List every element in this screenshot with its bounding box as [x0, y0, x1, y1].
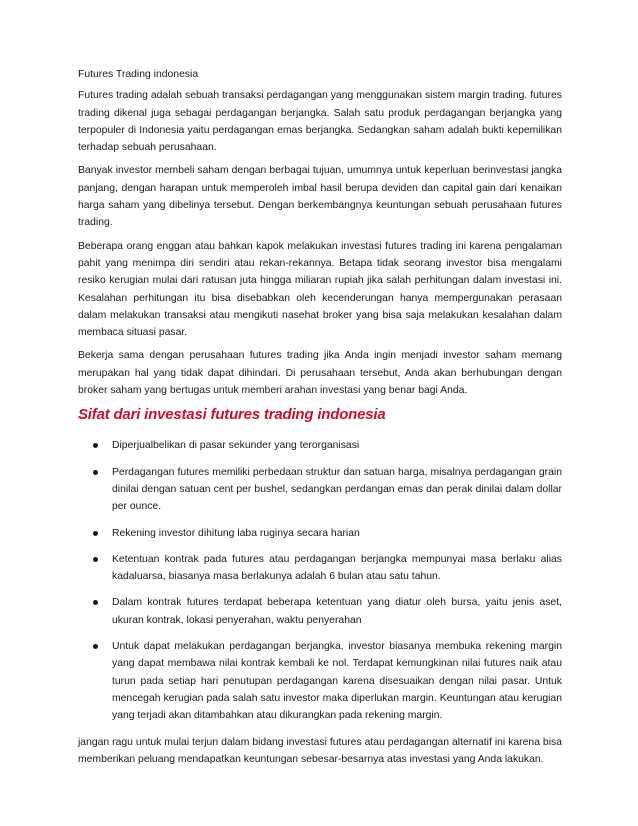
- bullet-icon: [93, 470, 98, 475]
- list-item-text: Rekening investor dihitung laba ruginya secara harian: [112, 527, 360, 539]
- bullet-icon: [93, 644, 98, 649]
- paragraph-investors: Banyak investor membeli saham dengan berbagai tujuan, umumnya untuk keperluan berinvestasi jangka panjang, dengan harapan untuk memperoleh imbal hasil berupa deviden dan capital gain dari kenaikan harga saham yang dibelinya tersebut. Dengan berkembangnya keuntungan sebuah perusahaan futures trading.: [78, 165, 562, 229]
- list-item-text: Dalam kontrak futures terdapat beberapa ketentuan yang diatur oleh bursa, yaitu jenis aset, ukuran kontrak, lokasi penyerahan, waktu penyerahan: [112, 597, 562, 626]
- list-item-text: Ketentuan kontrak pada futures atau perdagangan berjangka mempunyai masa berlaku alias kadaluarsa, biasanya masa berlakunya adalah 6 bulan atau satu tahun.: [112, 553, 562, 583]
- closing-paragraph: jangan ragu untuk mulai terjun dalam bidang investasi futures atau perdagangan alternatif ini karena bisa memberikan peluang mendapatkan keuntungan sebesar-besarnya atas investasi yang Anda lakukan.: [78, 736, 562, 765]
- bullet-list: [78, 437, 562, 724]
- document-title: Futures Trading indonesia: [78, 69, 199, 80]
- list-item: [78, 525, 562, 542]
- list-item-text: Untuk dapat melakukan perdagangan berjangka, investor biasanya membuka rekening margin yang dapat membawa nilai kontrak kembali ke nol. Terdapat kemungkinan nilai futures naik atau turun pada setiap hari penutupan perdagangan karena disesuaikan dengan nilai pasar. Untuk mencegah kerugian pada salah satu investor maka diperlukan margin. Keuntungan atau kerugian yang terjadi akan ditambahkan atau dikurangkan pada rekening margin.: [112, 641, 562, 722]
- section-heading: Sifat dari investasi futures trading indonesia: [78, 406, 386, 424]
- list-item: [78, 437, 562, 454]
- bullet-icon: [93, 557, 98, 562]
- paragraph-intro: Futures trading adalah sebuah transaksi perdagangan yang menggunakan sistem margin trading. futures trading dikenal juga sebagai perdagangan berjangka. Salah satu produk perdagangan berjangka yang terpopuler di Indonesia yaitu perdagangan emas berjangka. Sedangkan saham adalah bukti kepemilikan terhadap sebuah perusahaan.: [78, 90, 562, 154]
- paragraph-risk: Beberapa orang enggan atau bahkan kapok melakukan investasi futures trading ini karena pengalaman pahit yang menimpa diri sendiri atau rekan-rekannya. Betapa tidak seorang investor bisa mengalami resiko kerugian mulai dari ratusan juta hingga miliaran rupiah jika salah perhitungan dalam investasi ini. Kesalahan perhitungan itu bisa disebabkan oleh kecenderungan hanya mempergunakan perasaan dalam melakukan transaksi atau mengikuti nasehat broker yang bisa saja melakukan kesalahan dalam membaca situasi pasar.: [78, 240, 562, 339]
- list-item: [78, 551, 562, 586]
- list-item: [78, 594, 562, 629]
- list-item: [78, 638, 562, 724]
- bullet-icon: [93, 443, 98, 448]
- paragraph-broker: Bekerja sama dengan perusahaan futures trading jika Anda ingin menjadi investor saham memang merupakan hal yang tidak dapat dihindari. Di perusahaan tersebut, Anda akan berhubungan dengan broker saham yang bertugas untuk memberi arahan investasi yang benar bagi Anda.: [78, 350, 562, 397]
- list-item-text: Diperjualbelikan di pasar sekunder yang terorganisasi: [112, 440, 360, 452]
- bullet-icon: [93, 600, 98, 605]
- bullet-icon: [93, 531, 98, 536]
- list-item: [78, 464, 562, 516]
- document-page: [78, 66, 562, 774]
- list-item-text: Perdagangan futures memiliki perbedaan struktur dan satuan harga, misalnya perdagangan grain dinilai dengan satuan cent per bushel, sedangkan perdangan emas dan perak dinilai dalam dollar per ounce.: [112, 466, 562, 513]
